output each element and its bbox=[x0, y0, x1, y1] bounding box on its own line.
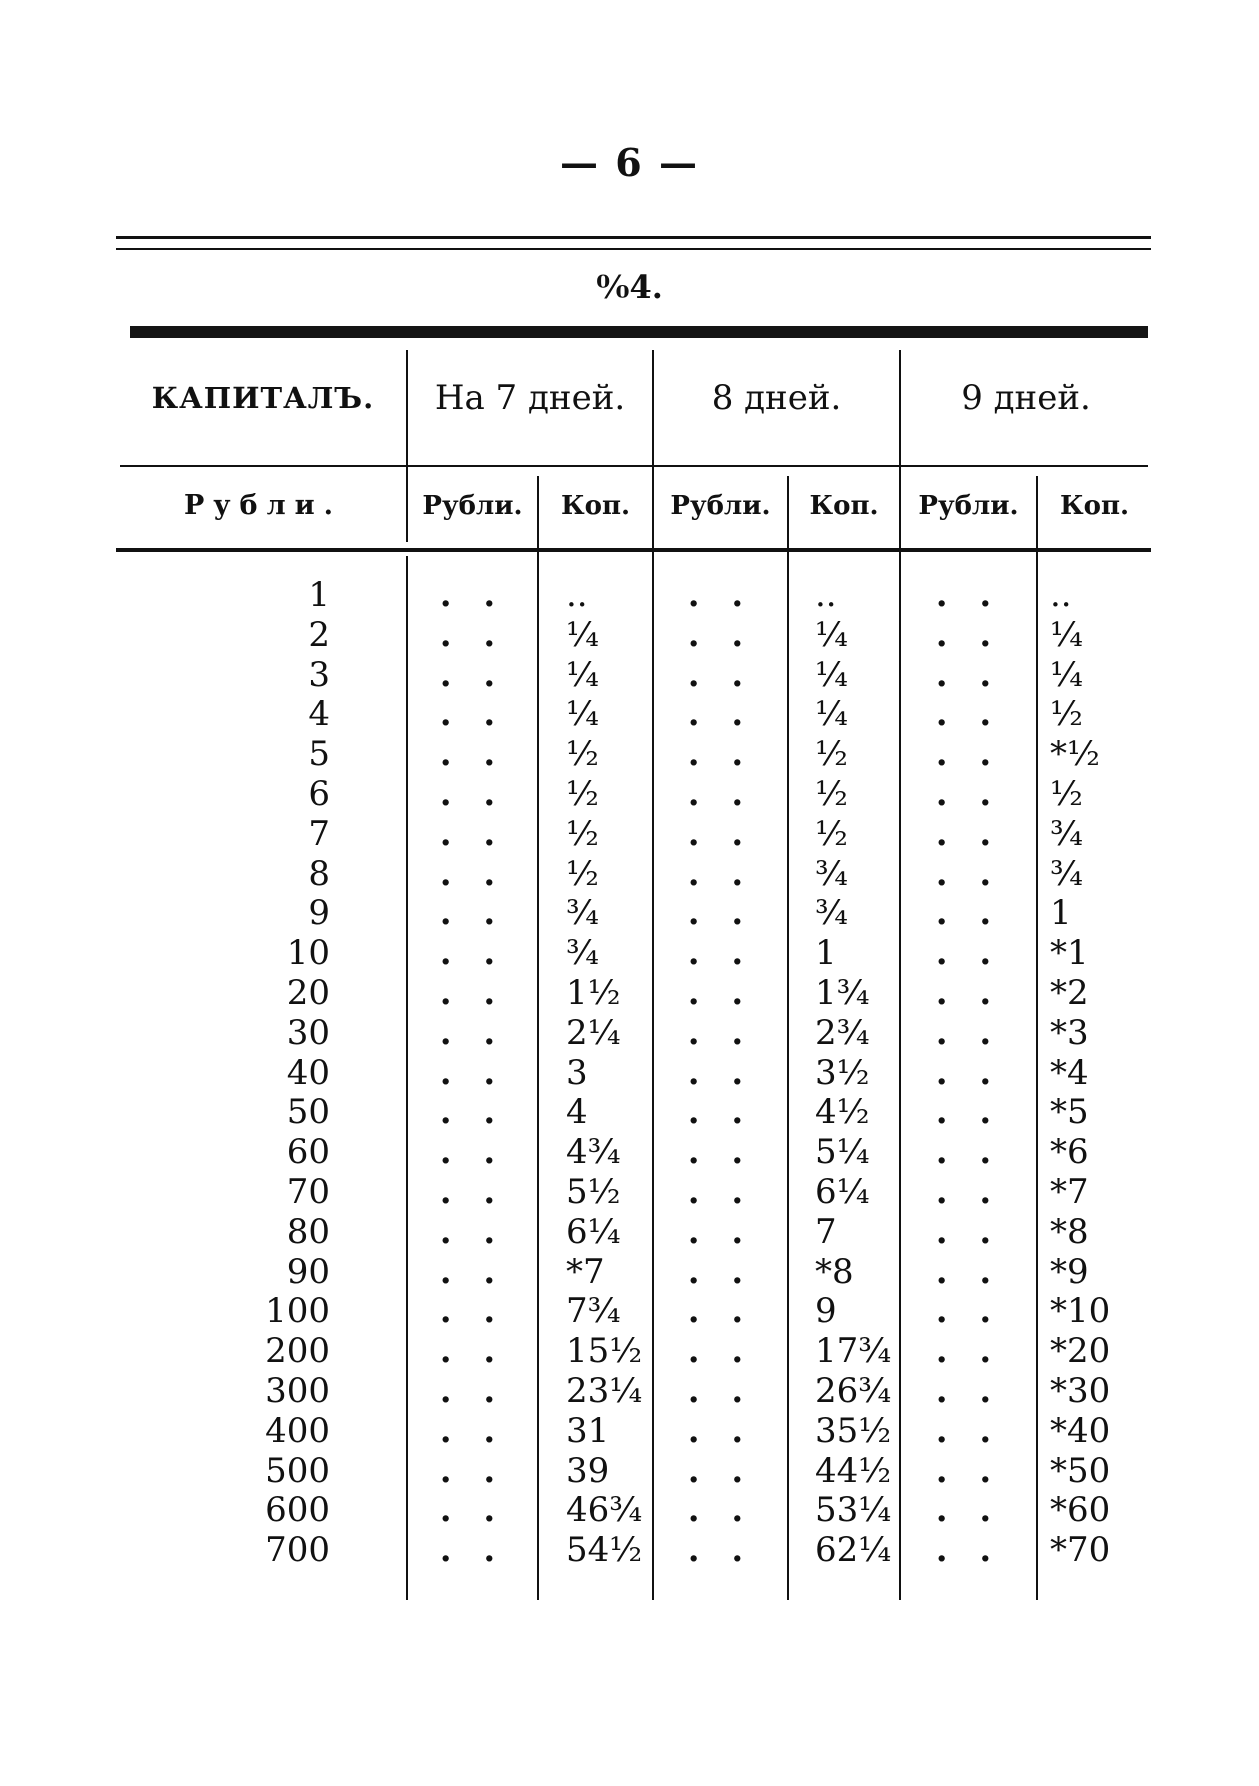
rub-cell: . . bbox=[687, 1092, 754, 1133]
rub-cell: . . bbox=[935, 1132, 1002, 1173]
kop-cell: *6 bbox=[1050, 1132, 1089, 1173]
rub-cell: . . bbox=[687, 972, 754, 1013]
kop-cell: *60 bbox=[1050, 1490, 1111, 1531]
kop-cell: ½ bbox=[566, 773, 599, 814]
kop-cell: *1 bbox=[1050, 933, 1089, 974]
rub-cell: . . bbox=[935, 1012, 1002, 1053]
capital-cell: 700 bbox=[265, 1530, 330, 1571]
rub-cell: . . bbox=[439, 734, 506, 775]
header-sub-kop-9: Коп. bbox=[1059, 491, 1130, 521]
rub-cell: . . bbox=[439, 853, 506, 894]
rub-cell: . . bbox=[439, 694, 506, 735]
rub-cell: . . bbox=[935, 1251, 1002, 1292]
kop-cell: ½ bbox=[815, 734, 848, 775]
kop-cell: ¼ bbox=[1050, 614, 1083, 655]
kop-cell: ½ bbox=[566, 853, 599, 894]
rub-cell: . . bbox=[439, 614, 506, 655]
kop-cell: 26¾ bbox=[815, 1370, 892, 1411]
rub-cell: . . bbox=[687, 933, 754, 974]
rub-cell: . . bbox=[935, 1092, 1002, 1133]
capital-cell: 6 bbox=[308, 773, 330, 814]
rub-cell: . . bbox=[935, 1052, 1002, 1093]
kop-cell: *8 bbox=[1050, 1211, 1089, 1252]
rub-cell: . . bbox=[439, 1092, 506, 1133]
kop-cell: ¼ bbox=[1050, 654, 1083, 695]
rub-cell: . . bbox=[439, 1530, 506, 1571]
kop-cell: 1 bbox=[815, 933, 837, 974]
capital-cell: 70 bbox=[286, 1171, 330, 1212]
kop-cell: 1¾ bbox=[815, 972, 870, 1013]
rub-cell: . . bbox=[687, 1052, 754, 1093]
kop-cell: ½ bbox=[566, 813, 599, 854]
capital-cell: 200 bbox=[265, 1331, 330, 1372]
rub-cell: . . bbox=[687, 1490, 754, 1531]
kop-cell: ¾ bbox=[566, 933, 599, 974]
header-period-9: 9 дней. bbox=[961, 378, 1091, 418]
capital-cell: 80 bbox=[286, 1211, 330, 1252]
header-period-8: 8 дней. bbox=[711, 378, 842, 418]
rub-cell: . . bbox=[439, 972, 506, 1013]
rub-cell: . . bbox=[439, 1450, 506, 1491]
kop-cell: ¼ bbox=[815, 694, 848, 735]
rub-cell: . . bbox=[935, 773, 1002, 814]
thick-rule bbox=[130, 326, 1148, 338]
kop-cell: *8 bbox=[815, 1251, 854, 1292]
kop-cell: *40 bbox=[1050, 1410, 1111, 1451]
kop-cell: *30 bbox=[1050, 1370, 1111, 1411]
header-sub-kop-7: Коп. bbox=[560, 491, 631, 521]
kop-cell: ¼ bbox=[815, 614, 848, 655]
grid-line bbox=[1036, 476, 1038, 1600]
capital-cell: 4 bbox=[308, 694, 330, 735]
kop-cell: 6¼ bbox=[566, 1211, 621, 1252]
rub-cell: . . bbox=[439, 1052, 506, 1093]
kop-cell: ¼ bbox=[566, 614, 599, 655]
rub-column-9 bbox=[901, 576, 1036, 1571]
rub-cell: . . bbox=[687, 1291, 754, 1332]
rub-cell: . . bbox=[439, 1490, 506, 1531]
capital-cell: 10 bbox=[286, 933, 330, 974]
kop-cell: *7 bbox=[566, 1251, 605, 1292]
rub-cell: . . bbox=[935, 654, 1002, 695]
kop-cell: 46¾ bbox=[566, 1490, 643, 1531]
capital-cell: 500 bbox=[265, 1450, 330, 1491]
rub-cell: . . bbox=[935, 1530, 1002, 1571]
kop-cell: 31 bbox=[566, 1410, 610, 1451]
kop-cell: 44½ bbox=[815, 1450, 892, 1491]
rub-cell: . . bbox=[687, 1251, 754, 1292]
capital-cell: 5 bbox=[308, 734, 330, 775]
grid-line bbox=[120, 465, 1148, 467]
kop-cell: ¼ bbox=[566, 654, 599, 695]
rub-cell: . . bbox=[687, 1211, 754, 1252]
kop-cell: *20 bbox=[1050, 1331, 1111, 1372]
rub-cell: . . bbox=[935, 575, 1002, 615]
rub-cell: . . bbox=[687, 773, 754, 814]
capital-cell: 100 bbox=[265, 1291, 330, 1332]
rub-cell: . . bbox=[687, 1012, 754, 1053]
header-period-7: На 7 дней. bbox=[434, 378, 626, 418]
kop-cell: 39 bbox=[566, 1450, 610, 1491]
kop-cell: *9 bbox=[1050, 1251, 1089, 1292]
kop-cell: *2 bbox=[1050, 972, 1089, 1013]
kop-cell: ½ bbox=[1050, 694, 1083, 735]
kop-cell: *7 bbox=[1050, 1171, 1089, 1212]
rub-cell: . . bbox=[935, 694, 1002, 735]
rub-cell: . . bbox=[687, 813, 754, 854]
rub-cell: . . bbox=[687, 575, 754, 615]
rub-cell: . . bbox=[935, 1450, 1002, 1491]
header-sub-kop-8: Коп. bbox=[809, 491, 879, 521]
kop-cell: 23¼ bbox=[566, 1370, 643, 1411]
kop-cell: *4 bbox=[1050, 1052, 1089, 1093]
header-sub-rub-8: Рубли. bbox=[670, 491, 771, 521]
rub-cell: . . bbox=[439, 893, 506, 934]
rub-column-7 bbox=[408, 576, 537, 1571]
grid-line bbox=[116, 548, 1151, 552]
rub-cell: . . bbox=[935, 933, 1002, 974]
header-sub-rub-7: Рубли. bbox=[422, 491, 523, 521]
grid-line bbox=[787, 476, 789, 1600]
rub-column-8 bbox=[654, 576, 787, 1571]
kop-cell: *50 bbox=[1050, 1450, 1111, 1491]
rub-cell: . . bbox=[687, 1132, 754, 1173]
kop-column-9 bbox=[1050, 576, 1150, 1571]
rub-cell: . . bbox=[687, 614, 754, 655]
rub-cell: . . bbox=[439, 1251, 506, 1292]
kop-cell: 7 bbox=[815, 1211, 837, 1252]
rub-cell: . . bbox=[687, 1410, 754, 1451]
kop-cell: 9 bbox=[815, 1291, 837, 1332]
rub-cell: . . bbox=[935, 1331, 1002, 1372]
kop-cell: 54½ bbox=[566, 1530, 643, 1571]
rub-cell: . . bbox=[439, 773, 506, 814]
capital-cell: 2 bbox=[308, 614, 330, 655]
double-rule bbox=[116, 236, 1151, 250]
rub-cell: . . bbox=[439, 575, 506, 615]
kop-cell: .. bbox=[1050, 575, 1072, 615]
rub-cell: . . bbox=[439, 1012, 506, 1053]
kop-cell: ½ bbox=[815, 773, 848, 814]
rub-cell: . . bbox=[687, 1450, 754, 1491]
header-capital: КАПИТАЛЪ. bbox=[151, 381, 375, 415]
rub-cell: . . bbox=[439, 933, 506, 974]
kop-cell: ½ bbox=[1050, 773, 1083, 814]
rub-cell: . . bbox=[935, 1410, 1002, 1451]
grid-line bbox=[537, 476, 539, 1600]
kop-cell: 6¼ bbox=[815, 1171, 870, 1212]
capital-cell: 600 bbox=[265, 1490, 330, 1531]
rub-cell: . . bbox=[439, 1132, 506, 1173]
rub-cell: . . bbox=[687, 694, 754, 735]
capital-cell: 1 bbox=[308, 575, 330, 615]
rub-cell: . . bbox=[687, 893, 754, 934]
kop-cell: *70 bbox=[1050, 1530, 1111, 1571]
kop-cell: ½ bbox=[815, 813, 848, 854]
rub-cell: . . bbox=[439, 654, 506, 695]
rub-cell: . . bbox=[439, 1370, 506, 1411]
kop-cell: *3 bbox=[1050, 1012, 1089, 1053]
rub-cell: . . bbox=[687, 654, 754, 695]
capital-cell: 30 bbox=[286, 1012, 330, 1053]
page-number: — 6 — bbox=[560, 140, 699, 185]
kop-cell: ¼ bbox=[815, 654, 848, 695]
rub-cell: . . bbox=[439, 1291, 506, 1332]
kop-cell: 53¼ bbox=[815, 1490, 892, 1531]
kop-cell: ¾ bbox=[1050, 813, 1083, 854]
capital-cell: 8 bbox=[308, 853, 330, 894]
rub-cell: . . bbox=[439, 1331, 506, 1372]
rub-cell: . . bbox=[935, 1211, 1002, 1252]
kop-cell: ¾ bbox=[566, 893, 599, 934]
rub-cell: . . bbox=[439, 1171, 506, 1212]
rub-cell: . . bbox=[935, 1291, 1002, 1332]
header-sub-rub-9: Рубли. bbox=[918, 491, 1019, 521]
kop-cell: 7¾ bbox=[566, 1291, 621, 1332]
rub-cell: . . bbox=[687, 1331, 754, 1372]
header-rubles: Рубли. bbox=[183, 490, 343, 521]
rub-cell: . . bbox=[439, 1410, 506, 1451]
rub-cell: . . bbox=[687, 1530, 754, 1571]
kop-cell: *5 bbox=[1050, 1092, 1089, 1133]
capital-cell: 400 bbox=[265, 1410, 330, 1451]
capital-cell: 7 bbox=[308, 813, 330, 854]
rub-cell: . . bbox=[935, 1490, 1002, 1531]
kop-cell: .. bbox=[566, 575, 588, 615]
kop-column-7 bbox=[566, 576, 652, 1571]
rub-cell: . . bbox=[687, 1171, 754, 1212]
kop-cell: 5½ bbox=[566, 1171, 621, 1212]
capital-cell: 90 bbox=[286, 1251, 330, 1292]
kop-cell: 4½ bbox=[815, 1092, 870, 1133]
capital-column bbox=[250, 576, 330, 1571]
rub-cell: . . bbox=[935, 813, 1002, 854]
rub-cell: . . bbox=[439, 813, 506, 854]
kop-cell: .. bbox=[815, 575, 837, 615]
capital-cell: 300 bbox=[265, 1370, 330, 1411]
kop-cell: 17¾ bbox=[815, 1331, 892, 1372]
rub-cell: . . bbox=[935, 1171, 1002, 1212]
kop-cell: ¼ bbox=[566, 694, 599, 735]
capital-cell: 20 bbox=[286, 972, 330, 1013]
kop-column-8 bbox=[815, 576, 899, 1571]
rub-cell: . . bbox=[687, 734, 754, 775]
kop-cell: *10 bbox=[1050, 1291, 1111, 1332]
kop-cell: ¾ bbox=[815, 893, 848, 934]
rub-cell: . . bbox=[935, 893, 1002, 934]
kop-cell: 4 bbox=[566, 1092, 588, 1133]
interest-rate: ⁰⁄₀4. bbox=[596, 268, 663, 306]
rub-cell: . . bbox=[935, 853, 1002, 894]
kop-cell: 2¼ bbox=[566, 1012, 621, 1053]
kop-cell: 5¼ bbox=[815, 1132, 870, 1173]
kop-cell: ¾ bbox=[1050, 853, 1083, 894]
rub-cell: . . bbox=[687, 853, 754, 894]
capital-cell: 9 bbox=[308, 893, 330, 934]
rub-cell: . . bbox=[935, 734, 1002, 775]
rub-cell: . . bbox=[935, 972, 1002, 1013]
kop-cell: 4¾ bbox=[566, 1132, 621, 1173]
kop-cell: 15½ bbox=[566, 1331, 643, 1372]
rub-cell: . . bbox=[935, 614, 1002, 655]
rub-cell: . . bbox=[687, 1370, 754, 1411]
capital-cell: 40 bbox=[286, 1052, 330, 1093]
capital-cell: 60 bbox=[286, 1132, 330, 1173]
rub-cell: . . bbox=[439, 1211, 506, 1252]
kop-cell: 1 bbox=[1050, 893, 1072, 934]
kop-cell: ¾ bbox=[815, 853, 848, 894]
kop-cell: 35½ bbox=[815, 1410, 892, 1451]
kop-cell: 2¾ bbox=[815, 1012, 870, 1053]
kop-cell: 3½ bbox=[815, 1052, 870, 1093]
kop-cell: 3 bbox=[566, 1052, 588, 1093]
kop-cell: ½ bbox=[566, 734, 599, 775]
kop-cell: 1½ bbox=[566, 972, 621, 1013]
capital-cell: 3 bbox=[308, 654, 330, 695]
capital-cell: 50 bbox=[286, 1092, 330, 1133]
rub-cell: . . bbox=[935, 1370, 1002, 1411]
kop-cell: *½ bbox=[1050, 734, 1100, 775]
kop-cell: 62¼ bbox=[815, 1530, 892, 1571]
